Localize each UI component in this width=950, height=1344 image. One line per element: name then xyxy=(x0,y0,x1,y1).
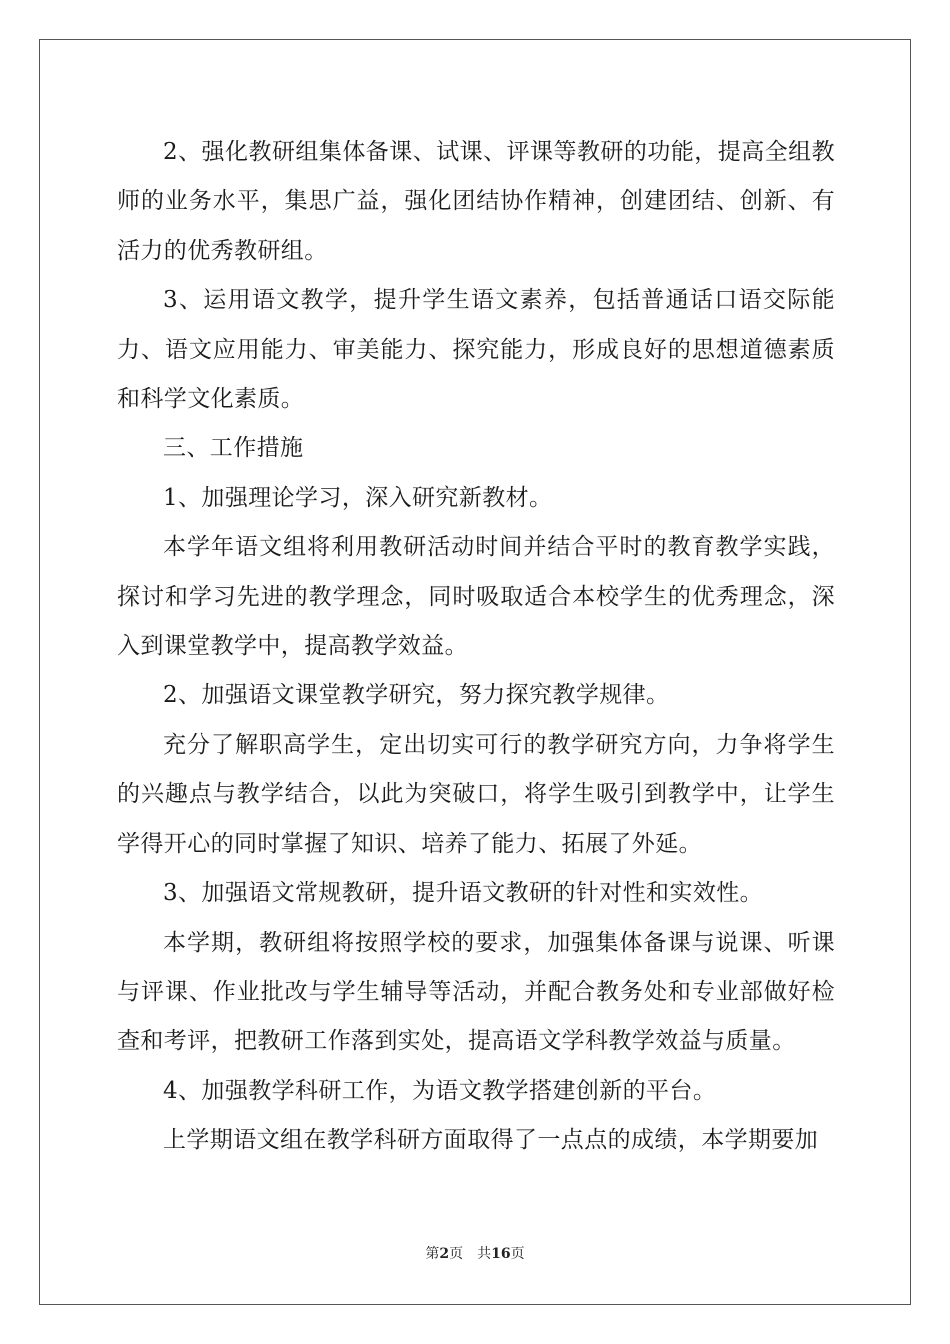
paragraph: 3、运用语文教学，提升学生语文素养，包括普通话口语交际能力、语文应用能力、审美能力、探究能力，形成良好的思想道德素质和科学文化素质。 xyxy=(117,287,835,413)
document-body xyxy=(117,128,835,1166)
paragraph: 4、加强教学科研工作，为语文教学搭建创新的平台。 xyxy=(163,1077,717,1104)
total-prefix: 共 xyxy=(477,1246,492,1262)
paragraph: 本学年语文组将利用教研活动时间并结合平时的教育教学实践，探讨和学习先进的教学理念，同时吸取适合本校学生的优秀理念，深入到课堂教学中，提高教学效益。 xyxy=(117,534,835,660)
page-prefix: 第 xyxy=(425,1246,440,1262)
paragraph: 1、加强理论学习，深入研究新教材。 xyxy=(163,484,553,511)
paragraph: 上学期语文组在教学科研方面取得了一点点的成绩，本学期要加 xyxy=(163,1127,819,1154)
paragraph: 本学期，教研组将按照学校的要求，加强集体备课与说课、听课与评课、作业批改与学生辅导等活动，并配合教务处和专业部做好检查和考评，把教研工作落到实处，提高语文学科教学效益与质量。 xyxy=(117,929,835,1055)
total-unit: 页 xyxy=(510,1246,525,1262)
page-unit: 页 xyxy=(449,1246,464,1262)
paragraph: 2、加强语文课堂教学研究，努力探究教学规律。 xyxy=(163,682,670,709)
current-page-number: 2 xyxy=(439,1246,450,1262)
paragraph: 2、强化教研组集体备课、试课、评课等教研的功能，提高全组教师的业务水平，集思广益，强化团结协作精神，创建团结、创新、有活力的优秀教研组。 xyxy=(117,139,835,264)
paragraph: 充分了解职高学生，定出切实可行的教学研究方向，力争将学生的兴趣点与教学结合，以此为突破口，将学生吸引到教学中，让学生学得开心的同时掌握了知识、培养了能力、拓展了外延。 xyxy=(117,731,835,857)
total-page-count: 16 xyxy=(491,1246,511,1262)
paragraph: 3、加强语文常规教研，提升语文教研的针对性和实效性。 xyxy=(163,880,764,907)
section-heading: 三、工作措施 xyxy=(163,435,304,462)
page-footer xyxy=(0,1243,950,1263)
